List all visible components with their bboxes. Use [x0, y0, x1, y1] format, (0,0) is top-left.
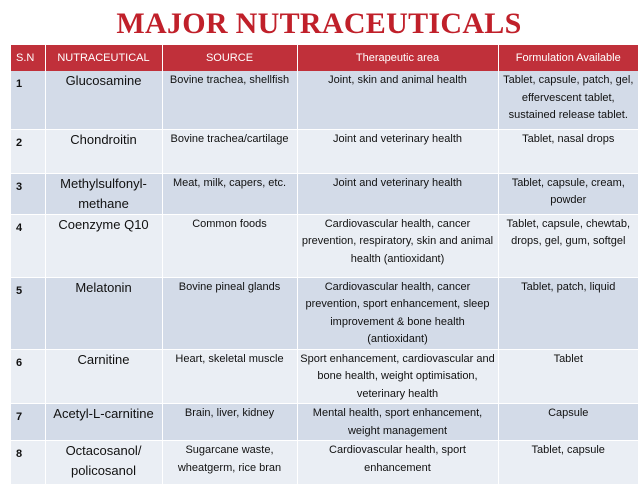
cell-source: Bovine pineal glands — [162, 277, 297, 349]
cell-sn: 6 — [11, 349, 45, 404]
cell-source: Meat, milk, capers, etc. — [162, 173, 297, 214]
cell-nutraceutical: Chondroitin — [45, 129, 162, 173]
header-source: SOURCE — [162, 45, 297, 71]
cell-source: Heart, skeletal muscle — [162, 349, 297, 404]
table-row — [11, 173, 638, 214]
cell-nutraceutical: Octacosanol/ policosanol — [45, 441, 162, 485]
cell-therapeutic-area: Joint and veterinary health — [297, 173, 498, 214]
cell-sn: 3 — [11, 173, 45, 214]
header-sn: S.N — [11, 45, 45, 71]
cell-nutraceutical: Carnitine — [45, 349, 162, 404]
cell-formulation: Tablet, nasal drops — [498, 129, 638, 173]
cell-source: Bovine trachea/cartilage — [162, 129, 297, 173]
cell-sn: 5 — [11, 277, 45, 349]
cell-sn: 7 — [11, 404, 45, 441]
cell-formulation: Tablet, capsule, cream, powder — [498, 173, 638, 214]
cell-formulation: Capsule — [498, 404, 638, 441]
cell-therapeutic-area: Cardiovascular health, sport enhancement — [297, 441, 498, 485]
cell-source: Bovine trachea, shellfish — [162, 71, 297, 129]
cell-source: Brain, liver, kidney — [162, 404, 297, 441]
nutraceuticals-table — [11, 45, 638, 485]
cell-therapeutic-area: Sport enhancement, cardiovascular and bone health, weight optimisation, veterinary health — [297, 349, 498, 404]
cell-source: Sugarcane waste, wheatgerm, rice bran — [162, 441, 297, 485]
cell-sn: 1 — [11, 71, 45, 129]
cell-therapeutic-area: Cardiovascular health, cancer prevention, sport enhancement, sleep improvement & bone health (antioxidant) — [297, 277, 498, 349]
cell-sn: 2 — [11, 129, 45, 173]
cell-sn: 4 — [11, 214, 45, 277]
cell-nutraceutical: Acetyl-L-carnitine — [45, 404, 162, 441]
cell-therapeutic-area: Joint and veterinary health — [297, 129, 498, 173]
table-row — [11, 214, 638, 277]
cell-nutraceutical: Methylsulfonyl-methane — [45, 173, 162, 214]
page-title: MAJOR NUTRACEUTICALS — [116, 7, 522, 40]
header-therapeutic-area: Therapeutic area — [297, 45, 498, 71]
header-formulation: Formulation Available — [498, 45, 638, 71]
cell-formulation: Tablet, capsule, chewtab, drops, gel, gum, softgel — [498, 214, 638, 277]
cell-sn: 8 — [11, 441, 45, 485]
table-row — [11, 71, 638, 129]
cell-formulation: Tablet, capsule, patch, gel, effervescent tablet, sustained release tablet. — [498, 71, 638, 129]
header-nutraceutical: NUTRACEUTICAL — [45, 45, 162, 71]
table-row — [11, 404, 638, 441]
cell-therapeutic-area: Joint, skin and animal health — [297, 71, 498, 129]
header-row — [11, 45, 638, 71]
cell-nutraceutical: Glucosamine — [45, 71, 162, 129]
cell-therapeutic-area: Mental health, sport enhancement, weight management — [297, 404, 498, 441]
cell-therapeutic-area: Cardiovascular health, cancer prevention, respiratory, skin and animal health (antioxidant) — [297, 214, 498, 277]
cell-formulation: Tablet, patch, liquid — [498, 277, 638, 349]
table-row — [11, 129, 638, 173]
cell-nutraceutical: Coenzyme Q10 — [45, 214, 162, 277]
cell-source: Common foods — [162, 214, 297, 277]
cell-formulation: Tablet — [498, 349, 638, 404]
cell-formulation: Tablet, capsule — [498, 441, 638, 485]
table-row — [11, 349, 638, 404]
cell-nutraceutical: Melatonin — [45, 277, 162, 349]
table-row — [11, 277, 638, 349]
